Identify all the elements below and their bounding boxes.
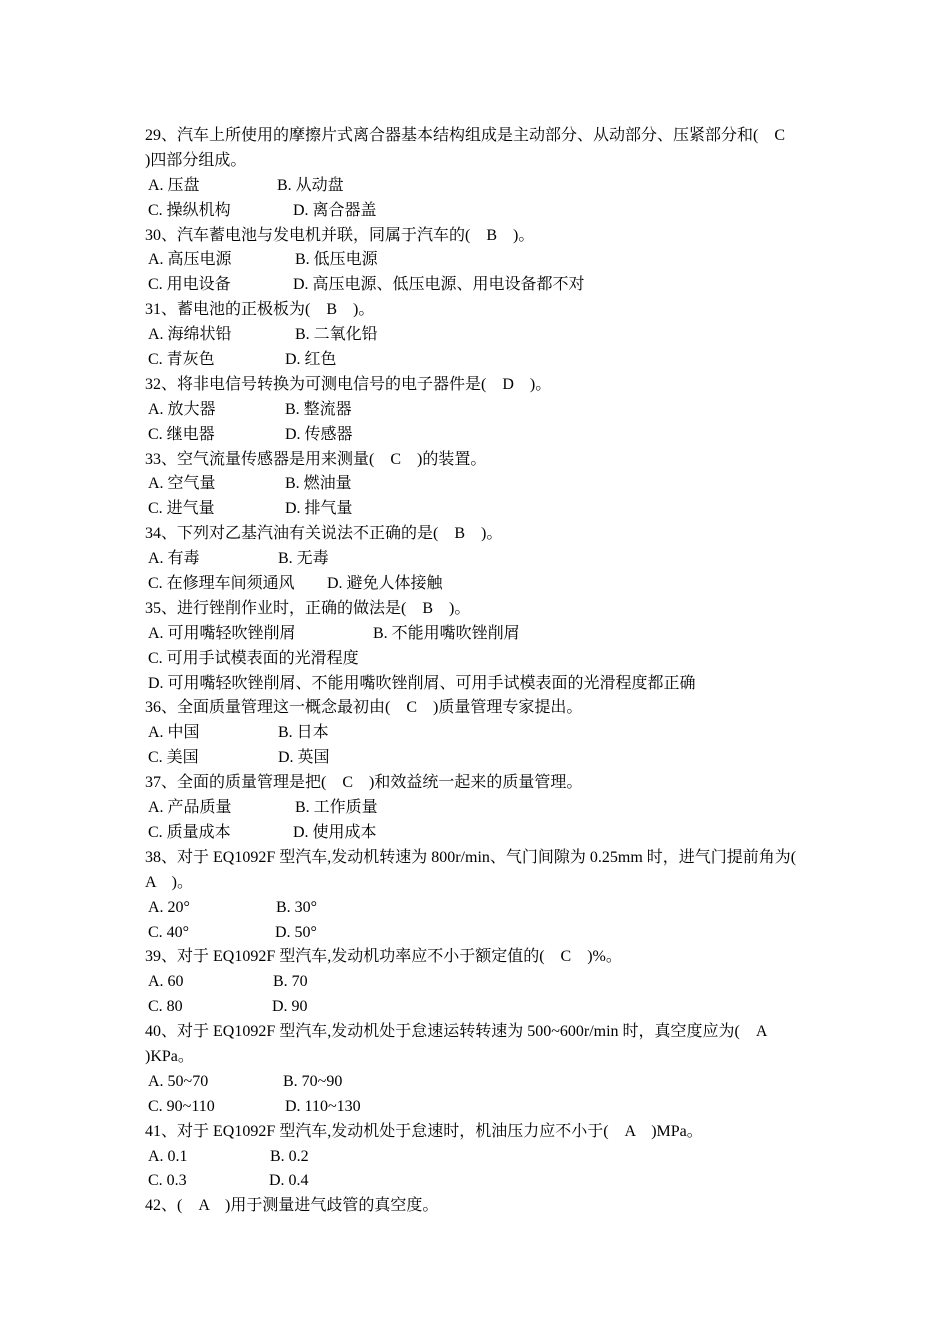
answer-option: D. 红色 (285, 351, 337, 369)
answer-option: C. 青灰色 (148, 351, 215, 369)
question-stem: 38、对于 EQ1092F 型汽车,发动机转速为 800r/min、气门间隙为 0.25mm 时，进气门提前角为( (145, 848, 797, 866)
answer-option: B. 二氧化铅 (295, 326, 378, 344)
answer-option: A. 可用嘴轻吹锉削屑 (148, 624, 296, 642)
question-stem: 32、将非电信号转换为可测电信号的电子器件是( D )。 (145, 375, 552, 393)
option-row (145, 1169, 815, 1194)
answer-option: B. 不能用嘴吹锉削屑 (373, 624, 520, 642)
answer-option: D. 传感器 (285, 425, 353, 443)
option-row (145, 348, 815, 373)
option-row (145, 995, 815, 1020)
answer-option: B. 工作质量 (295, 799, 378, 817)
option-row (145, 1095, 815, 1120)
answer-option: B. 70~90 (283, 1072, 343, 1090)
answer-option: A. 中国 (148, 724, 200, 742)
answer-option: D. 高压电源、低压电源、用电设备都不对 (293, 276, 585, 294)
answer-option: A. 50~70 (148, 1072, 209, 1090)
option-row (145, 746, 815, 771)
option-row (145, 896, 815, 921)
question-block (145, 696, 815, 771)
answer-option: D. 50° (275, 923, 317, 941)
answer-option: A. 放大器 (148, 400, 216, 418)
answer-option: C. 90~110 (148, 1097, 215, 1115)
question-stem: 40、对于 EQ1092F 型汽车,发动机处于怠速运转转速为 500~600r/min 时，真空度应为( A (145, 1023, 768, 1041)
answer-option: C. 继电器 (148, 425, 215, 443)
answer-option: D. 90 (272, 998, 308, 1016)
answer-option: C. 进气量 (148, 500, 215, 518)
answer-option: C. 40° (148, 923, 190, 941)
option-row (145, 248, 815, 273)
option-row (145, 423, 815, 448)
question-block (145, 448, 815, 523)
question-block (145, 522, 815, 597)
answer-option: A. 0.1 (148, 1147, 188, 1165)
question-stem: 33、空气流量传感器是用来测量( C )的装置。 (145, 450, 487, 468)
answer-option: B. 无毒 (278, 550, 329, 568)
question-stem: 30、汽车蓄电池与发电机并联，同属于汽车的( B )。 (145, 226, 535, 244)
question-block (145, 298, 815, 373)
answer-option: D. 排气量 (285, 500, 353, 518)
option-row (145, 622, 815, 647)
question-stem: )四部分组成。 (145, 151, 247, 169)
answer-option: D. 可用嘴轻吹锉削屑、不能用嘴吹锉削屑、可用手试模表面的光滑程度都正确 (148, 674, 696, 692)
answer-option: A. 高压电源 (148, 251, 232, 269)
question-stem: )KPa。 (145, 1047, 194, 1065)
answer-option: B. 燃油量 (285, 475, 352, 493)
answer-option: C. 操纵机构 (148, 201, 231, 219)
question-block (145, 771, 815, 846)
answer-option: D. 使用成本 (293, 823, 377, 841)
answer-option: B. 从动盘 (277, 176, 344, 194)
answer-option: A. 有毒 (148, 550, 200, 568)
option-row (145, 1145, 815, 1170)
question-stem: 35、进行锉削作业时，正确的做法是( B )。 (145, 599, 471, 617)
question-stem: 29、汽车上所使用的摩擦片式离合器基本结构组成是主动部分、从动部分、压紧部分和( C (145, 127, 786, 144)
answer-option: A. 海绵状铅 (148, 326, 232, 344)
option-row (145, 1070, 815, 1095)
answer-option: A. 20° (148, 898, 190, 916)
answer-option: B. 30° (276, 898, 318, 916)
answer-option: D. 离合器盖 (293, 201, 377, 219)
answer-option: C. 80 (148, 998, 183, 1016)
option-row (145, 796, 815, 821)
option-row (145, 970, 815, 995)
option-row (145, 672, 815, 697)
answer-option: A. 产品质量 (148, 799, 232, 817)
question-list (145, 124, 815, 1219)
question-stem: 42、( A )用于测量进气歧管的真空度。 (145, 1197, 439, 1215)
answer-option: C. 质量成本 (148, 823, 231, 841)
answer-option: B. 0.2 (270, 1147, 309, 1165)
option-row (145, 821, 815, 846)
question-block (145, 373, 815, 448)
question-stem: 41、对于 EQ1092F 型汽车,发动机处于怠速时，机油压力应不小于( A )MPa。 (145, 1122, 703, 1140)
answer-option: C. 0.3 (148, 1172, 187, 1190)
option-row (145, 323, 815, 348)
answer-option: D. 110~130 (285, 1097, 361, 1115)
option-row (145, 398, 815, 423)
answer-option: C. 可用手试模表面的光滑程度 (148, 649, 359, 667)
question-block (145, 597, 815, 697)
answer-option: A. 60 (148, 973, 184, 991)
question-stem: 31、蓄电池的正极板为( B )。 (145, 301, 375, 319)
question-block (145, 124, 815, 224)
option-row (145, 921, 815, 946)
question-block (145, 846, 815, 946)
option-row (145, 572, 815, 597)
option-row (145, 199, 815, 224)
question-stem: 34、下列对乙基汽油有关说法不正确的是( B )。 (145, 525, 503, 543)
question-stem: A )。 (145, 873, 194, 891)
option-row (145, 472, 815, 497)
answer-option: B. 低压电源 (295, 251, 378, 269)
question-stem: 39、对于 EQ1092F 型汽车,发动机功率应不小于额定值的( C )%。 (145, 948, 622, 966)
option-row (145, 721, 815, 746)
question-block (145, 945, 815, 1020)
answer-option: B. 整流器 (285, 400, 352, 418)
answer-option: C. 在修理车间须通风 (148, 575, 295, 593)
question-block (145, 1020, 815, 1120)
question-block (145, 1120, 815, 1195)
answer-option: D. 避免人体接触 (327, 575, 443, 593)
option-row (145, 174, 815, 199)
question-block (145, 1194, 815, 1219)
question-stem: 36、全面质量管理这一概念最初由( C )质量管理专家提出。 (145, 699, 583, 717)
answer-option: A. 空气量 (148, 475, 216, 493)
answer-option: A. 压盘 (148, 176, 200, 194)
answer-option: C. 美国 (148, 749, 199, 767)
option-row (145, 273, 815, 298)
option-row (145, 647, 815, 672)
answer-option: B. 70 (273, 973, 308, 991)
answer-option: C. 用电设备 (148, 276, 231, 294)
answer-option: D. 0.4 (269, 1172, 309, 1190)
answer-option: B. 日本 (278, 724, 329, 742)
question-stem: 37、全面的质量管理是把( C )和效益统一起来的质量管理。 (145, 774, 583, 792)
question-block (145, 224, 815, 299)
option-row (145, 547, 815, 572)
option-row (145, 497, 815, 522)
answer-option: D. 英国 (278, 749, 330, 767)
